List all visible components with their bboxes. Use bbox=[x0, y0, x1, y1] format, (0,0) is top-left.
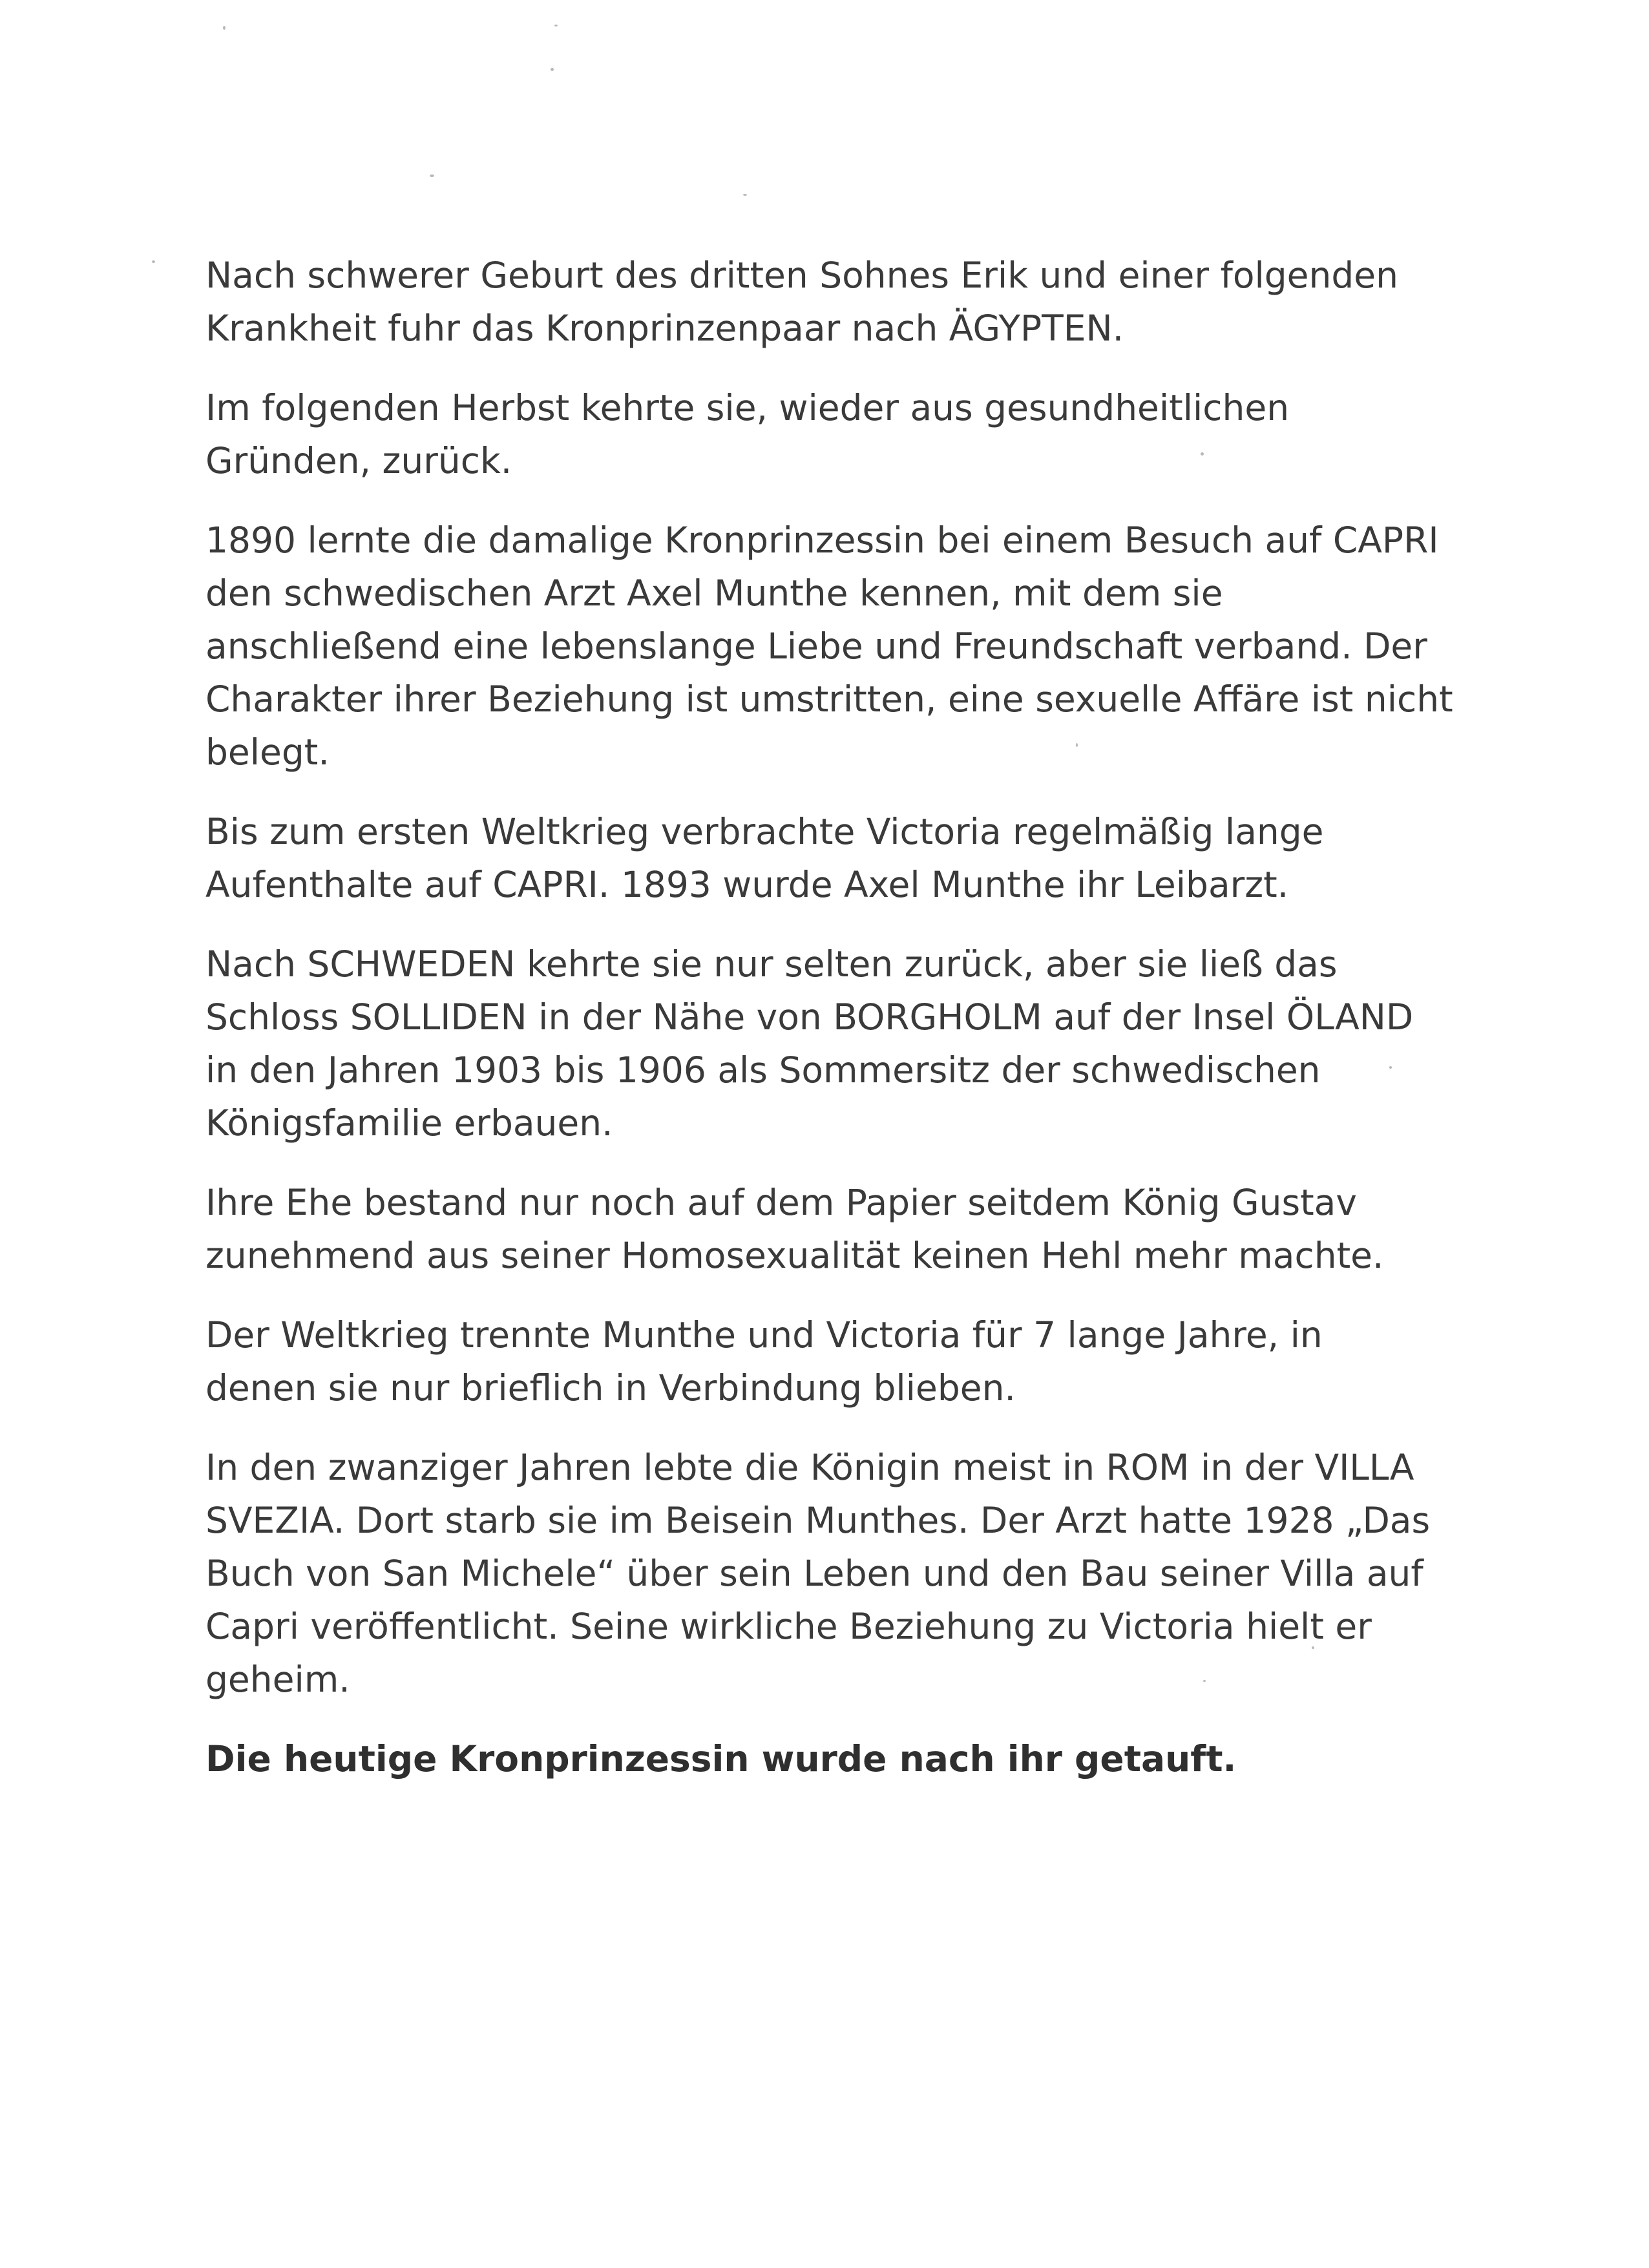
scan-speck bbox=[551, 68, 554, 71]
paragraph-4: Bis zum ersten Weltkrieg verbrachte Victoria regelmäßig lange Aufenthalte auf CAPRI. 1893 wurde Axel Munthe ihr Leibarzt. bbox=[205, 811, 1324, 905]
scan-speck bbox=[430, 174, 434, 177]
paragraph-3: 1890 lernte die damalige Kronprinzessin bei einem Besuch auf CAPRI den schwedischen Arzt Axel Munthe kennen, mit dem sie anschließend eine lebenslange Liebe und Freundschaft verband. Der Charakter ihrer Beziehung ist umstritten, eine sexuelle Affäre ist nicht belegt. bbox=[205, 520, 1453, 773]
paragraph-2: Im folgenden Herbst kehrte sie, wieder aus gesundheitlichen Gründen, zurück. bbox=[205, 387, 1290, 481]
paragraph-7: Der Weltkrieg trennte Munthe und Victoria für 7 lange Jahre, in denen sie nur brieflich in Verbindung blieben. bbox=[205, 1314, 1323, 1409]
paragraph-1: Nach schwerer Geburt des dritten Sohnes Erik und einer folgenden Krankheit fuhr das Kronprinzenpaar nach ÄGYPTEN. bbox=[205, 255, 1398, 349]
paragraph-8: In den zwanziger Jahren lebte die Königin meist in ROM in der VILLA SVEZIA. Dort starb sie im Beisein Munthes. Der Arzt hatte 1928 „Das Buch von San Michele“ über sein Leben und den Bau seiner Villa auf Capri veröffentlicht. Seine wirkliche Beziehung zu Victoria hielt er geheim. bbox=[205, 1447, 1431, 1700]
paragraph-5: Nach SCHWEDEN kehrte sie nur selten zurück, aber sie ließ das Schloss SOLLIDEN in der Nähe von BORGHOLM auf der Insel ÖLAND in den Jahren 1903 bis 1906 als Sommersitz der schwedischen Königsfamilie erbauen. bbox=[205, 943, 1414, 1144]
document-body bbox=[205, 249, 1459, 1812]
scan-speck bbox=[743, 194, 747, 196]
paragraph-6: Ihre Ehe bestand nur noch auf dem Papier seitdem König Gustav zunehmend aus seiner Homosexualität keinen Hehl mehr machte. bbox=[205, 1182, 1384, 1276]
scan-speck bbox=[554, 25, 558, 26]
scan-speck bbox=[152, 260, 155, 263]
closing-statement: Die heutige Kronprinzessin wurde nach ihr getauft. bbox=[205, 1738, 1237, 1780]
scan-speck bbox=[223, 26, 226, 30]
